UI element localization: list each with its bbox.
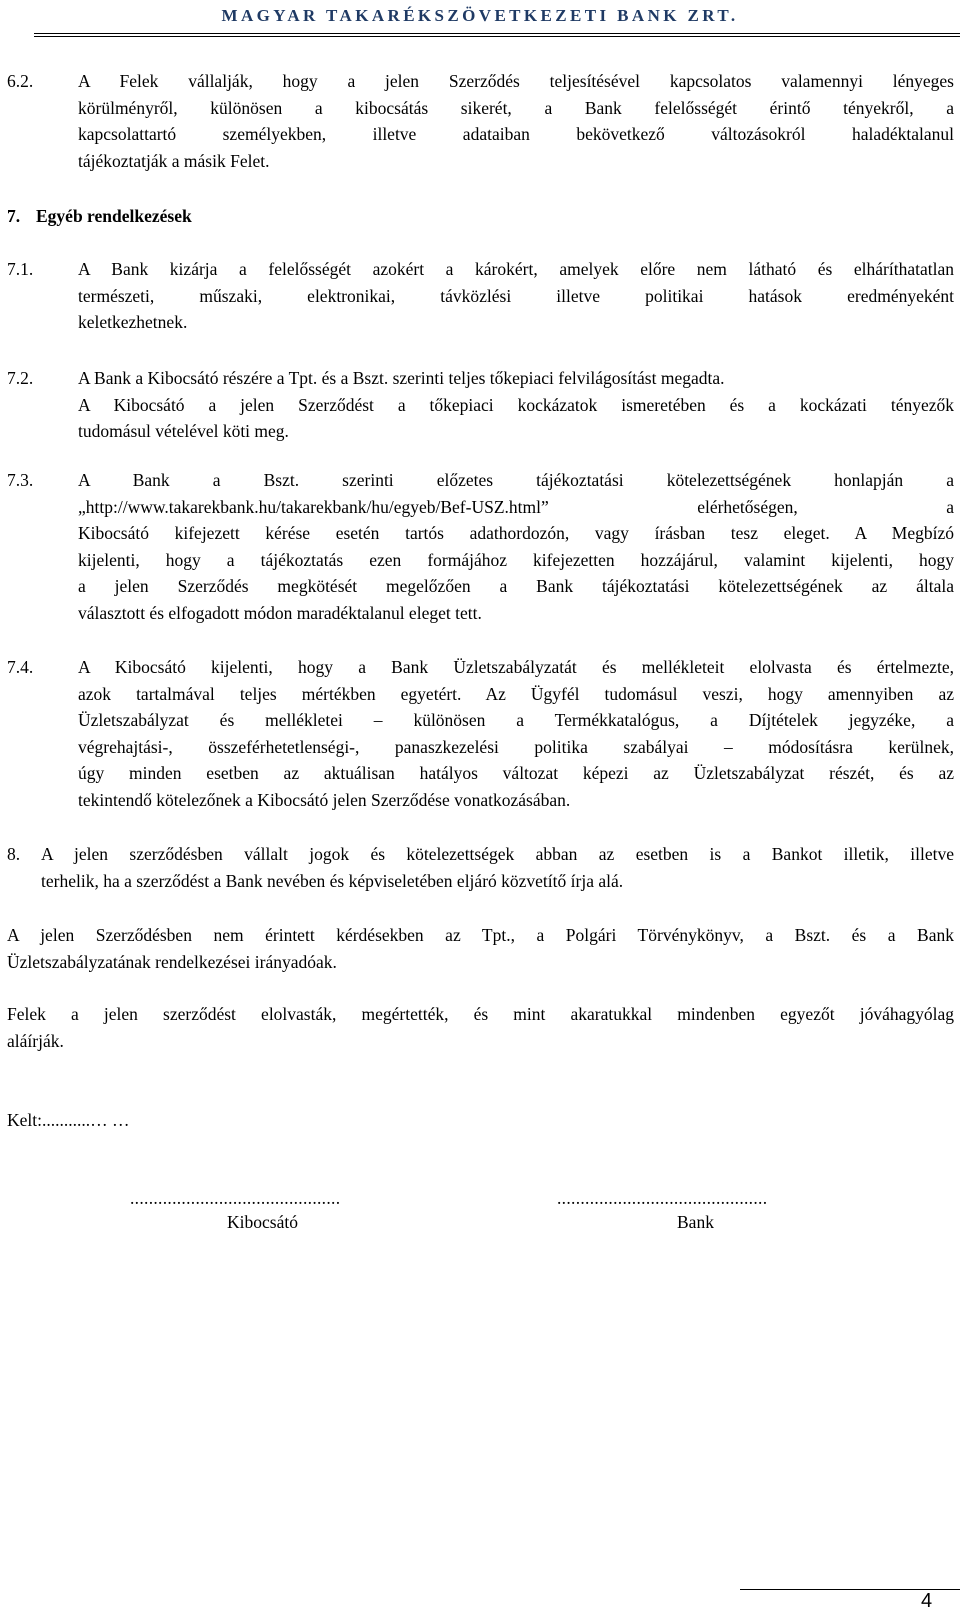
- section-number: 6.2.: [7, 71, 34, 91]
- text-line: terhelik, ha a szerződést a Bank nevében és képviseletében eljáró közvetítő írja alá.: [41, 870, 624, 891]
- section-body: [78, 256, 954, 336]
- text-line: végrehajtási-, összeférhetetlenségi-, panaszkezelési politika szabályai – módosításra kerülnek,: [78, 736, 954, 757]
- dated-line: Kelt:...........… …: [7, 1110, 130, 1130]
- closing-paragraph-applicable-law: [7, 922, 954, 975]
- section-number: 7.2.: [7, 368, 34, 388]
- text-line: aláírják.: [7, 1030, 64, 1051]
- text-line: Üzletszabályzatának rendelkezései irányadóak.: [7, 951, 337, 972]
- text-line: A Kibocsátó kijelenti, hogy a Bank Üzletszabályzatát és mellékleteit elolvasta és értelmezte,: [78, 657, 954, 677]
- section-number: 7.4.: [7, 657, 34, 677]
- text-line: úgy minden esetben az aktuálisan hatályos változat képezi az Üzletszabályzat részét, és az: [78, 763, 954, 783]
- text-line: kijelenti, hogy a tájékoztatás ezen formájához kifejezetten hozzájárul, valamint kijelenti, hogy: [78, 549, 954, 570]
- text-line: tájékoztatják a másik Felet.: [78, 150, 270, 171]
- text-line: Felek a jelen szerződést elolvasták, megértették, és mint akaratukkal mindenben egyezőt jóváhagyólag: [7, 1004, 954, 1024]
- text-line: választott és elfogadott módon maradéktalanul eleget tett.: [78, 602, 482, 623]
- section-7-title: Egyéb rendelkezések: [36, 206, 192, 226]
- text-line: kapcsolattartó személyekben, illetve adataiban bekövetkező változásokról haladéktalanul: [78, 124, 954, 144]
- text-line: A Felek vállalják, hogy a jelen Szerződés teljesítésével kapcsolatos valamennyi lényeges: [78, 71, 954, 91]
- section-body: [78, 654, 954, 813]
- section-number: 7.1.: [7, 259, 34, 279]
- section-7-number: 7.: [7, 206, 21, 226]
- text-line: A Bank a Bszt. szerinti előzetes tájékoztatási kötelezettségének honlapján a: [78, 470, 954, 490]
- section-body: [78, 467, 954, 626]
- section-number: 8.: [7, 844, 21, 864]
- section-body: [78, 68, 954, 174]
- header-rule: [34, 33, 960, 34]
- text-line: A jelen szerződésben vállalt jogok és kötelezettségek abban az esetben is a Bankot illetik, illetve: [41, 844, 954, 864]
- signature-label-issuer: Kibocsátó: [227, 1212, 298, 1232]
- text-line: Üzletszabályzat és mellékletei – különösen a Termékkatalógus, a Díjtételek jegyzéke, a: [78, 710, 954, 730]
- text-line: tudomásul vételével köti meg.: [78, 421, 289, 441]
- header-rule-second: [34, 36, 960, 37]
- signature-line-bank: .............................................: [557, 1188, 768, 1208]
- section-body: [41, 841, 954, 894]
- text-line: A Bank a Kibocsátó részére a Tpt. és a Bszt. szerinti teljes tőkepiaci felvilágosítást megadta.: [78, 368, 725, 388]
- text-line: a jelen Szerződés megkötését megelőzően a Bank tájékoztatási kötelezettségének az általa: [78, 576, 954, 596]
- section-body: [78, 365, 954, 445]
- url-line: „http://www.takarekbank.hu/takarekbank/hu/egyeb/Bef-USZ.html” elérhetőségen, a: [78, 496, 954, 517]
- text-line: Kibocsátó kifejezett kérése esetén tartós adathordozón, vagy írásban tesz eleget. A Megbízó: [78, 523, 954, 543]
- signature-label-bank: Bank: [677, 1212, 714, 1232]
- signature-line-issuer: .............................................: [130, 1188, 341, 1208]
- closing-paragraph-approval: [7, 1001, 954, 1054]
- text-line: tekintendő kötelezőnek a Kibocsátó jelen Szerződése vonatkozásában.: [78, 789, 571, 810]
- section-number: 7.3.: [7, 470, 34, 490]
- text-line: A Kibocsátó a jelen Szerződést a tőkepiaci kockázatok ismeretében és a kockázati tényezők: [78, 394, 954, 415]
- text-line: keletkezhetnek.: [78, 312, 188, 332]
- text-line: A Bank kizárja a felelősségét azokért a károkért, amelyek előre nem látható és elháríthatatlan: [78, 259, 954, 279]
- text-line: természeti, műszaki, elektronikai, távközlési illetve politikai hatások eredményeként: [78, 285, 954, 306]
- text-line: azok tartalmával teljes mértékben egyetért. Az Ügyfél tudomásul veszi, hogy amennyiben az: [78, 683, 954, 704]
- text-line: körülményről, különösen a kibocsátás sikerét, a Bank felelősségét érintő tényekről, a: [78, 97, 954, 118]
- page-number: 4: [921, 1590, 933, 1612]
- text-line: A jelen Szerződésben nem érintett kérdésekben az Tpt., a Polgári Törvénykönyv, a Bszt. és a Bank: [7, 925, 954, 945]
- document-header-title: MAGYAR TAKARÉKSZÖVETKEZETI BANK ZRT.: [221, 6, 739, 25]
